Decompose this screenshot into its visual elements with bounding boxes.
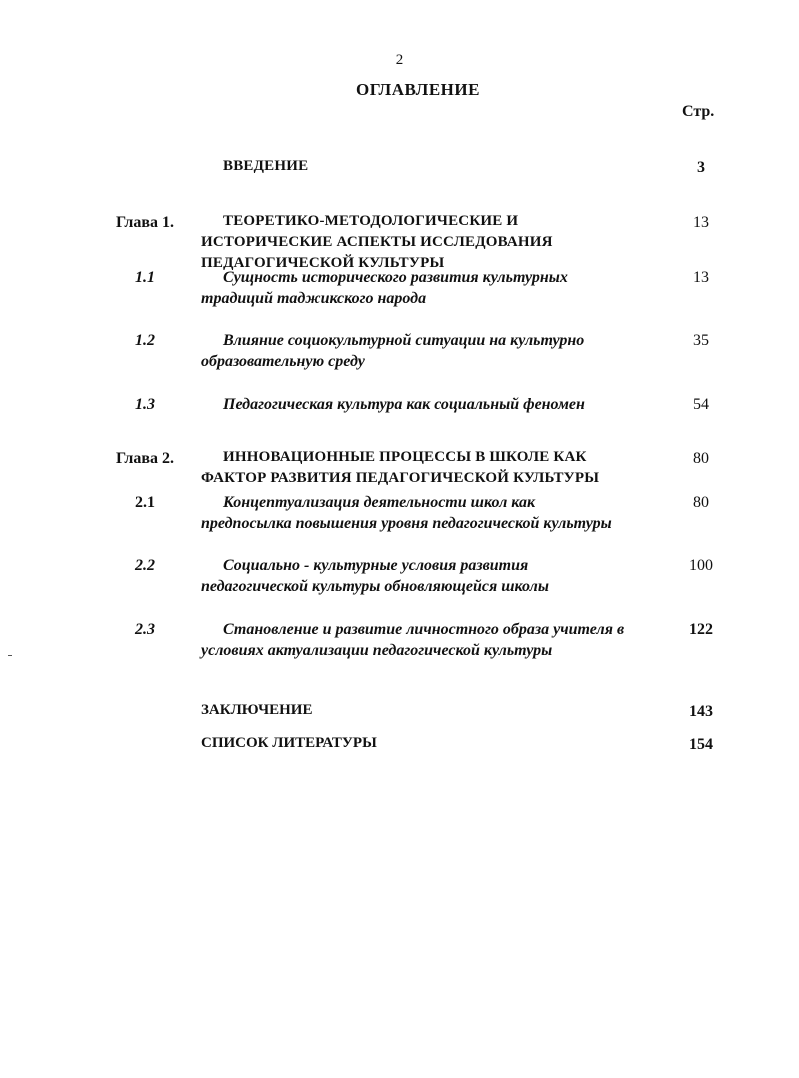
toc-entry-introduction: [201, 156, 661, 177]
chapter-label: Глава 1.: [116, 214, 174, 231]
scan-mark: [8, 655, 12, 656]
toc-entry-section-1-1: [201, 267, 641, 309]
toc-entry-page: 122: [689, 621, 713, 638]
toc-entry-page: 3: [697, 159, 705, 176]
toc-entry-text: Педагогическая культура как социальный феномен: [223, 396, 585, 413]
toc-entry-conclusion: [201, 700, 661, 721]
toc-entry-text: Социально - культурные условия развития педагогической культуры обновляющейся школы: [201, 557, 549, 595]
toc-entry-section-2-3: [201, 619, 631, 661]
toc-entry-chapter-1: [201, 211, 621, 274]
toc-entry-page: 143: [689, 703, 713, 720]
page-number: 2: [395, 52, 404, 68]
toc-entry-text: ИННОВАЦИОННЫЕ ПРОЦЕССЫ В ШКОЛЕ КАК ФАКТОР РАЗВИТИЯ ПЕДАГОГИЧЕСКОЙ КУЛЬТУРЫ: [201, 449, 600, 486]
section-label: 2.1: [135, 494, 155, 511]
toc-entry-text: Становление и развитие личностного образа учителя в условиях актуализации педагогической культуры: [201, 621, 625, 659]
toc-entry-chapter-2: [201, 447, 641, 489]
toc-entry-text: Сущность исторического развития культурных традиций таджикского народа: [201, 269, 568, 307]
toc-entry-page: 100: [689, 557, 713, 574]
page-column-label: Стр.: [682, 103, 715, 120]
toc-entry-section-1-2: [201, 330, 657, 372]
toc-entry-text: ЗАКЛЮЧЕНИЕ: [201, 702, 313, 718]
toc-entry-text: Влияние социокультурной ситуации на культурно образовательную среду: [201, 332, 585, 370]
section-label: 1.3: [135, 396, 155, 413]
section-label: 1.2: [135, 332, 155, 349]
section-label: 2.3: [135, 621, 155, 638]
section-label: 1.1: [135, 269, 155, 286]
toc-entry-page: 13: [693, 269, 709, 286]
toc-entry-section-1-3: [201, 394, 667, 415]
section-label: 2.2: [135, 557, 155, 574]
toc-entry-page: 80: [693, 450, 709, 467]
toc-entry-text: ТЕОРЕТИКО-МЕТОДОЛОГИЧЕСКИЕ И ИСТОРИЧЕСКИЕ АСПЕКТЫ ИССЛЕДОВАНИЯ ПЕДАГОГИЧЕСКОЙ КУЛЬТУРЫ: [201, 213, 553, 271]
toc-entry-bibliography: [201, 733, 661, 754]
toc-entry-text: СПИСОК ЛИТЕРАТУРЫ: [201, 735, 377, 751]
toc-entry-page: 80: [693, 494, 709, 511]
chapter-label: Глава 2.: [116, 450, 174, 467]
toc-title: ОГЛАВЛЕНИЕ: [356, 80, 480, 99]
toc-entry-section-2-2: [201, 555, 631, 597]
toc-entry-page: 35: [693, 332, 709, 349]
toc-entry-page: 54: [693, 396, 709, 413]
toc-entry-text: Концептуализация деятельности школ как предпосылка повышения уровня педагогической культуры: [201, 494, 612, 532]
toc-entry-page: 154: [689, 736, 713, 753]
toc-entry-text: ВВЕДЕНИЕ: [223, 158, 309, 174]
toc-entry-page: 13: [693, 214, 709, 231]
toc-entry-section-2-1: [201, 492, 621, 534]
